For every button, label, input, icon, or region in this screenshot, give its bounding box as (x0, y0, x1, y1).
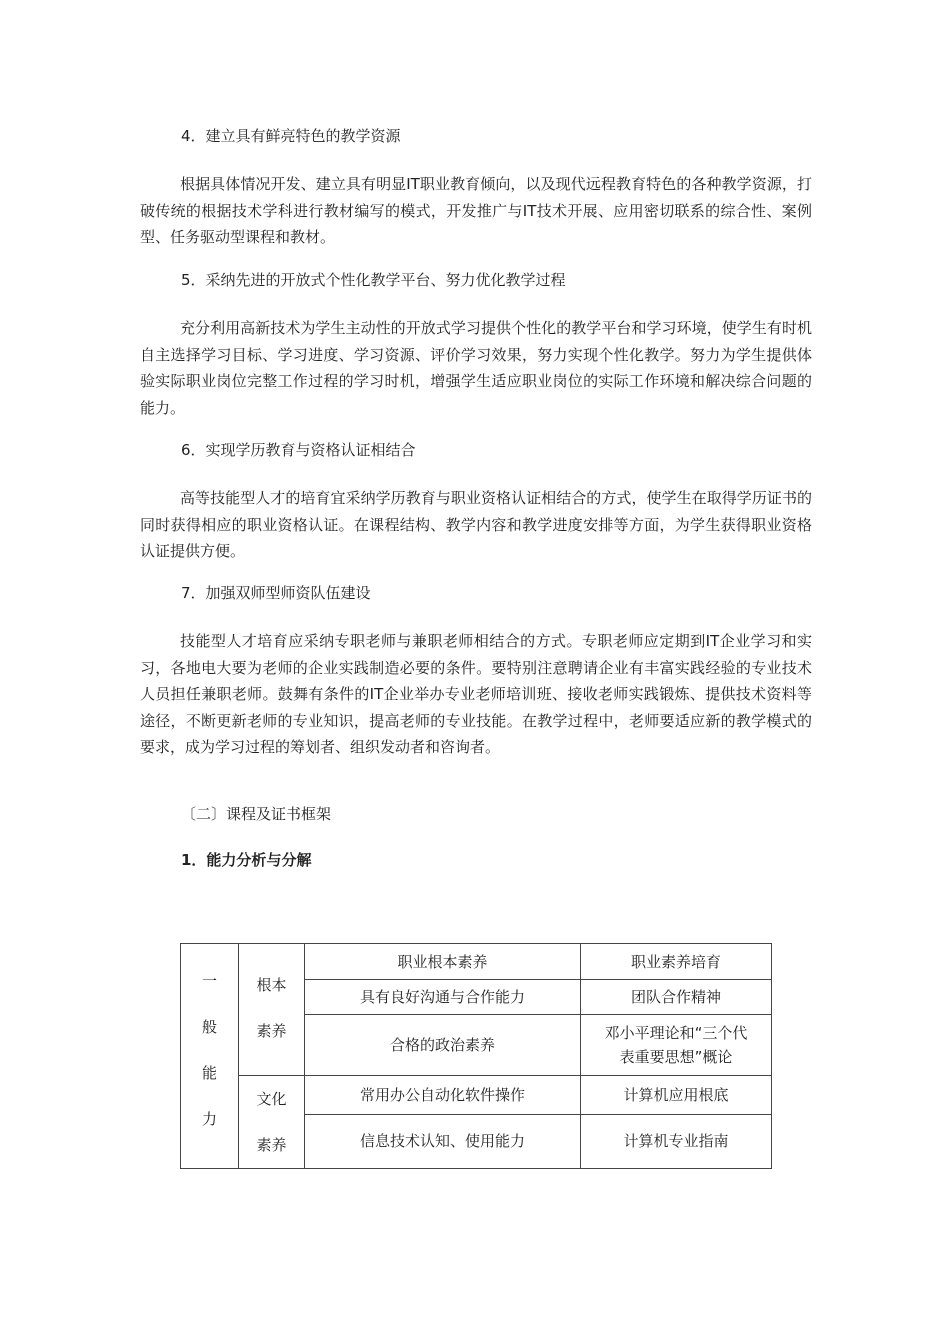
course-cell: 计算机应用根底 (581, 1076, 772, 1115)
group-label: 文化 (256, 1090, 287, 1108)
table-row (181, 944, 772, 980)
course-cell (581, 1015, 772, 1076)
course-cell: 职业素养培育 (581, 944, 772, 980)
course-line: 表重要思想”概论 (619, 1048, 733, 1066)
ability-cell: 职业根本素养 (305, 944, 581, 980)
ability-table (180, 943, 772, 1169)
group-label: 素养 (256, 1022, 287, 1040)
section-7-body: 技能型人才培育应采纳专职老师与兼职老师相结合的方式。专职老师应定期到IT企业学习和实习，各地电大要为老师的企业实践制造必要的条件。要特别注意聘请企业有丰富实践经验的专业技术人员担任兼职老师。鼓舞有条件的IT企业举办专业老师培训班、接收老师实践锻炼、提供技术资料等途径，不断更新老师的专业知识，提高老师的专业技能。在教学过程中，老师要适应新的教学模式的要求，成为学习过程的筹划者、组织发动者和咨询者。 (140, 632, 812, 756)
category-char: 般 (201, 1018, 217, 1036)
ability-cell: 具有良好沟通与合作能力 (305, 980, 581, 1015)
section-6-heading: 6．实现学历教育与资格认证相结合 (181, 441, 416, 459)
course-cell: 计算机专业指南 (581, 1114, 772, 1168)
section-4-body: 根据具体情况开发、建立具有明显IT职业教育倾向，以及现代远程教育特色的各种教学资源，打破传统的根据技术学科进行教材编写的模式，开发推广与IT技术开展、应用密切联系的综合性、案例型、任务驱动型课程和教材。 (140, 175, 812, 246)
group-label: 素养 (256, 1136, 287, 1154)
section-6-body: 高等技能型人才的培育宜采纳学历教育与职业资格认证相结合的方式，使学生在取得学历证书的同时获得相应的职业资格认证。在课程结构、教学内容和教学进度安排等方面，为学生获得职业资格认证提供方便。 (140, 489, 812, 560)
category-char: 一 (201, 972, 217, 990)
group-label: 根本 (256, 976, 287, 994)
subsection-title: 〔二〕课程及证书框架 (181, 805, 332, 823)
table-row (181, 1076, 772, 1115)
section-5-heading: 5．采纳先进的开放式个性化教学平台、努力优化教学过程 (181, 271, 566, 289)
course-line: 邓小平理论和“三个代 (604, 1024, 748, 1042)
category-char: 能 (201, 1064, 217, 1082)
course-cell: 团队合作精神 (581, 980, 772, 1015)
section-5-body: 充分利用高新技术为学生主动性的开放式学习提供个性化的教学平台和学习环境，使学生有时机自主选择学习目标、学习进度、学习资源、评价学习效果，努力实现个性化教学。努力为学生提供体验实际职业岗位完整工作过程的学习时机，增强学生适应职业岗位的实际工作环境和解决综合问题的能力。 (140, 319, 812, 417)
ability-cell: 信息技术认知、使用能力 (305, 1114, 581, 1168)
group-cell-culture (239, 1076, 305, 1169)
section-4-heading: 4．建立具有鲜亮特色的教学资源 (181, 127, 401, 145)
category-cell (181, 944, 239, 1169)
section-7-heading: 7．加强双师型师资队伍建设 (181, 584, 371, 602)
group-cell-basic (239, 944, 305, 1076)
subheading-ability-analysis: 1．能力分析与分解 (181, 851, 312, 869)
category-char: 力 (201, 1110, 217, 1128)
ability-cell: 常用办公自动化软件操作 (305, 1076, 581, 1115)
ability-cell: 合格的政治素养 (305, 1015, 581, 1076)
